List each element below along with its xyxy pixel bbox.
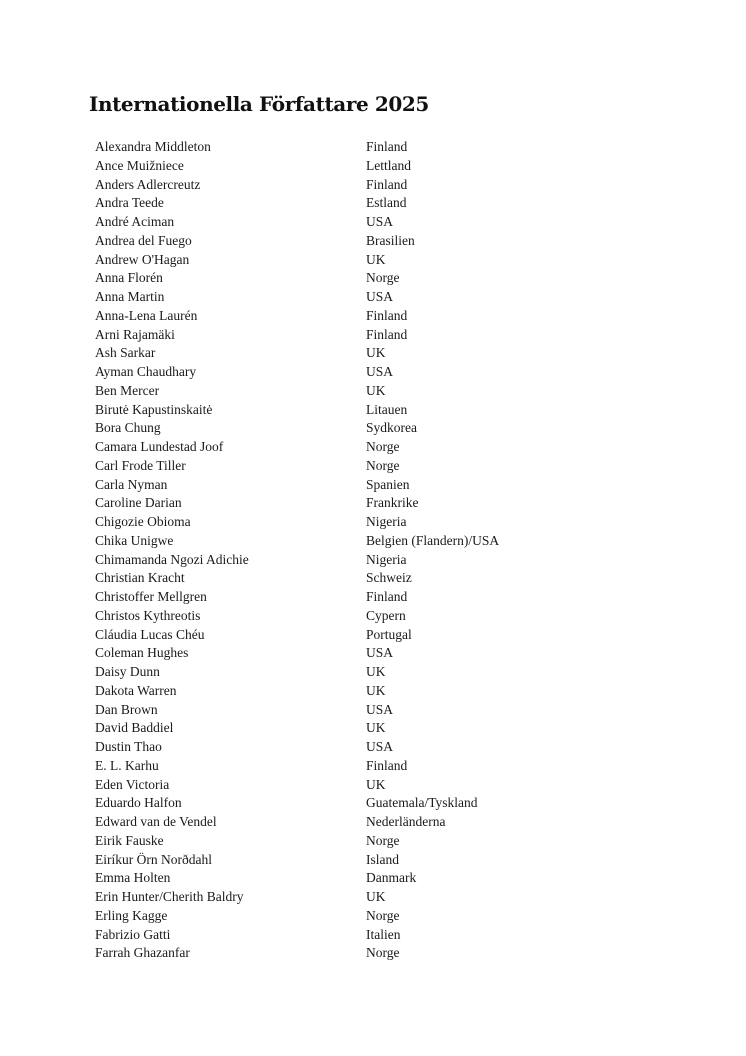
author-name: Anna-Lena Laurén bbox=[95, 307, 198, 323]
author-name: Farrah Ghazanfar bbox=[95, 945, 190, 961]
author-row bbox=[95, 438, 655, 457]
author-name: Cláudia Lucas Chéu bbox=[95, 626, 205, 642]
author-country: Norge bbox=[366, 439, 400, 454]
author-row bbox=[95, 944, 655, 963]
author-country: UK bbox=[366, 251, 386, 267]
author-name: Coleman Hughes bbox=[95, 645, 189, 661]
author-country: Nigeria bbox=[366, 551, 407, 567]
author-name: Camara Lundestad Joof bbox=[95, 439, 224, 454]
author-row bbox=[95, 907, 655, 926]
author-country: Finland bbox=[366, 326, 408, 342]
author-name: Fabrizio Gatti bbox=[95, 926, 171, 942]
author-name: Anders Adlercreutz bbox=[95, 176, 201, 192]
author-country: Finland bbox=[366, 757, 408, 773]
author-name: Christos Kythreotis bbox=[95, 607, 201, 623]
author-country: Finland bbox=[366, 176, 408, 192]
author-row bbox=[95, 363, 655, 382]
author-country: Cypern bbox=[366, 607, 406, 623]
author-name: Dustin Thao bbox=[95, 739, 162, 754]
author-name: Emma Holten bbox=[95, 870, 171, 886]
author-country: Finland bbox=[366, 589, 408, 604]
page-title: Internationella Författare 2025 bbox=[89, 92, 429, 116]
author-name: Carl Frode Tiller bbox=[95, 457, 186, 473]
author-row bbox=[95, 176, 655, 195]
author-name: Andra Teede bbox=[95, 195, 164, 211]
author-country: Norge bbox=[366, 907, 400, 923]
author-row bbox=[95, 794, 655, 813]
author-row bbox=[95, 419, 655, 438]
author-row bbox=[95, 682, 655, 701]
author-row bbox=[95, 813, 655, 832]
author-name: Caroline Darian bbox=[95, 495, 182, 511]
author-row bbox=[95, 644, 655, 663]
author-country: UK bbox=[366, 382, 386, 398]
author-country: Island bbox=[366, 851, 399, 867]
author-country: UK bbox=[366, 345, 386, 361]
author-country: Schweiz bbox=[366, 570, 412, 586]
author-row bbox=[95, 701, 655, 720]
author-row bbox=[95, 157, 655, 176]
author-row bbox=[95, 588, 655, 607]
author-row bbox=[95, 626, 655, 645]
author-name: Bora Chung bbox=[95, 420, 161, 436]
author-name: Ben Mercer bbox=[95, 382, 160, 398]
author-name: Chika Unigwe bbox=[95, 532, 174, 548]
author-country: Spanien bbox=[366, 476, 410, 492]
author-name: André Aciman bbox=[95, 214, 175, 229]
author-country: USA bbox=[366, 289, 394, 304]
author-name: Andrea del Fuego bbox=[95, 232, 192, 248]
author-name: Anna Florén bbox=[95, 270, 163, 286]
author-row bbox=[95, 851, 655, 870]
author-country: Norge bbox=[366, 270, 400, 286]
author-row bbox=[95, 551, 655, 570]
author-name: Chimamanda Ngozi Adichie bbox=[95, 551, 249, 567]
author-row bbox=[95, 494, 655, 513]
author-country: Litauen bbox=[366, 401, 408, 417]
author-name: Edward van de Vendel bbox=[95, 814, 217, 829]
author-country: UK bbox=[366, 889, 386, 904]
author-name: Arni Rajamäki bbox=[95, 326, 175, 342]
author-row bbox=[95, 476, 655, 495]
author-country: Lettland bbox=[366, 157, 411, 173]
author-name: Eirik Fauske bbox=[95, 832, 164, 848]
author-country: Estland bbox=[366, 195, 407, 211]
author-country: UK bbox=[366, 682, 386, 698]
author-row bbox=[95, 513, 655, 532]
author-row bbox=[95, 326, 655, 345]
author-country: Belgien (Flandern)/USA bbox=[366, 532, 500, 548]
author-row bbox=[95, 888, 655, 907]
author-row bbox=[95, 663, 655, 682]
author-country: Portugal bbox=[366, 626, 412, 642]
author-name: Daisy Dunn bbox=[95, 664, 160, 679]
author-row bbox=[95, 269, 655, 288]
author-country: Italien bbox=[366, 926, 401, 942]
author-country: Danmark bbox=[366, 870, 417, 886]
author-row bbox=[95, 719, 655, 738]
author-row bbox=[95, 569, 655, 588]
author-name: Erin Hunter/Cherith Baldry bbox=[95, 889, 244, 904]
author-row bbox=[95, 138, 655, 157]
author-name: Dan Brown bbox=[95, 701, 158, 717]
author-row bbox=[95, 926, 655, 945]
author-country: Finland bbox=[366, 307, 408, 323]
author-name: Birutė Kapustinskaitė bbox=[95, 401, 213, 417]
author-row bbox=[95, 832, 655, 851]
author-name: Carla Nyman bbox=[95, 476, 168, 492]
author-row bbox=[95, 869, 655, 888]
author-country: USA bbox=[366, 214, 394, 229]
author-name: Dakota Warren bbox=[95, 682, 177, 698]
author-row bbox=[95, 457, 655, 476]
author-row bbox=[95, 532, 655, 551]
author-country: USA bbox=[366, 701, 394, 717]
author-row bbox=[95, 288, 655, 307]
author-name: Erling Kagge bbox=[95, 907, 168, 923]
author-name: Ash Sarkar bbox=[95, 345, 156, 361]
author-row bbox=[95, 607, 655, 626]
author-country: UK bbox=[366, 664, 386, 679]
author-row bbox=[95, 232, 655, 251]
author-name: Eden Victoria bbox=[95, 776, 170, 792]
author-name: David Baddiel bbox=[95, 720, 174, 736]
author-country: USA bbox=[366, 739, 394, 754]
author-country: Norge bbox=[366, 457, 400, 473]
author-country: Guatemala/Tyskland bbox=[366, 795, 478, 811]
author-row bbox=[95, 213, 655, 232]
author-name: Alexandra Middleton bbox=[95, 139, 211, 154]
author-name: Christian Kracht bbox=[95, 570, 185, 586]
author-row bbox=[95, 776, 655, 795]
author-row bbox=[95, 757, 655, 776]
author-row bbox=[95, 382, 655, 401]
author-name: Eduardo Halfon bbox=[95, 795, 182, 811]
author-name: Eiríkur Örn Norðdahl bbox=[95, 851, 212, 867]
author-country: Norge bbox=[366, 832, 400, 848]
author-name: Anna Martin bbox=[95, 289, 165, 304]
author-name: Chigozie Obioma bbox=[95, 514, 191, 529]
author-country: UK bbox=[366, 776, 386, 792]
author-country: Nederländerna bbox=[366, 814, 446, 829]
author-country: USA bbox=[366, 645, 394, 661]
author-name: E. L. Karhu bbox=[95, 757, 159, 773]
author-row bbox=[95, 251, 655, 270]
author-country: Nigeria bbox=[366, 514, 407, 529]
author-name: Ayman Chaudhary bbox=[95, 364, 197, 379]
author-country: Norge bbox=[366, 945, 400, 961]
author-row bbox=[95, 401, 655, 420]
author-row bbox=[95, 194, 655, 213]
author-country: USA bbox=[366, 364, 394, 379]
author-row bbox=[95, 738, 655, 757]
author-country: UK bbox=[366, 720, 386, 736]
author-name: Christoffer Mellgren bbox=[95, 589, 207, 604]
author-list bbox=[95, 138, 655, 963]
author-name: Ance Muižniece bbox=[95, 157, 184, 173]
author-country: Frankrike bbox=[366, 495, 419, 511]
author-country: Brasilien bbox=[366, 232, 415, 248]
author-row bbox=[95, 307, 655, 326]
author-country: Sydkorea bbox=[366, 420, 417, 436]
author-name: Andrew O'Hagan bbox=[95, 251, 190, 267]
author-row bbox=[95, 344, 655, 363]
author-country: Finland bbox=[366, 139, 408, 154]
